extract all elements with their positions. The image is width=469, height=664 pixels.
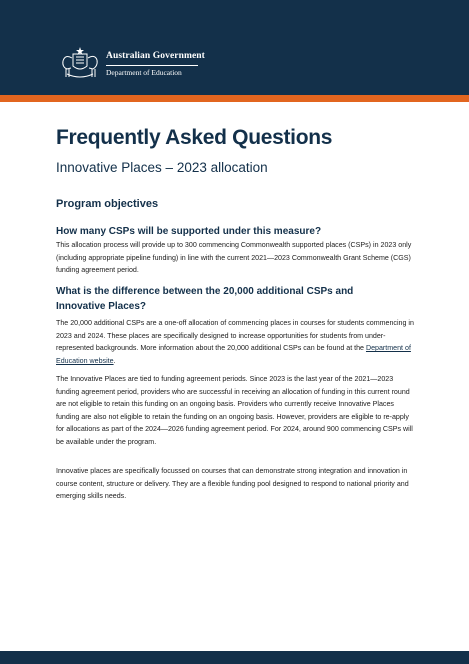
- answer-2-paragraph-3: Innovative places are specifically focussed on courses that can demonstrate strong integration and innovation in course content, structure or delivery. They are a flexible funding pool designed to respond to national priority and emerging skills needs.: [56, 467, 409, 501]
- answer-1: This allocation process will provide up to 300 commencing Commonwealth supported places (CSPs) in 2023 only (including appropriate pipeline funding) in line with the current 2021—2023 Commonwealth Grant Scheme (CGS) funding agreement period.: [56, 241, 412, 275]
- answer-2-text-end: .: [113, 356, 116, 365]
- page-subtitle: Innovative Places – 2023 allocation: [56, 160, 268, 175]
- header-divider: [106, 65, 198, 66]
- footer-band: [0, 651, 469, 664]
- question-1: How many CSPs will be supported under this measure?: [56, 226, 322, 237]
- department-website-link[interactable]: Department of Education website: [56, 344, 411, 365]
- department-name: Department of Education: [106, 68, 182, 77]
- answer-2-paragraph-2: The Innovative Places are tied to funding agreement periods. Since 2023 is the last year of the 2021—2023 funding agreement period, providers who are successful in receiving an allocation of funding in this current round are not eligible to retain this funding on an ongoing basis. Providers who currently receive Innovative Places funding are also not eligible to retain the funding on an ongoing basis. However, providers are eligible to re-apply for allocations as part of the 2024—2026 funding agreement period. For 2024, around 900 commencing CSPs will be available under the program.: [56, 375, 413, 446]
- page-title: Frequently Asked Questions: [56, 126, 333, 149]
- coat-of-arms-icon: [58, 44, 102, 80]
- accent-bar: [0, 95, 469, 102]
- answer-2-paragraph-1: [56, 317, 416, 367]
- government-name: Australian Government: [106, 51, 205, 61]
- answer-2-text: The 20,000 additional CSPs are a one-off allocation of commencing places in courses for students commencing in 2023 and 2024. These places are specifically designed to increase opportunities for students from under-represented backgrounds. More information about the 20,000 additional CSPs can be found at the: [56, 319, 414, 353]
- section-heading: Program objectives: [56, 198, 159, 210]
- question-2: What is the difference between the 20,000 additional CSPs and Innovative Places?: [56, 286, 354, 312]
